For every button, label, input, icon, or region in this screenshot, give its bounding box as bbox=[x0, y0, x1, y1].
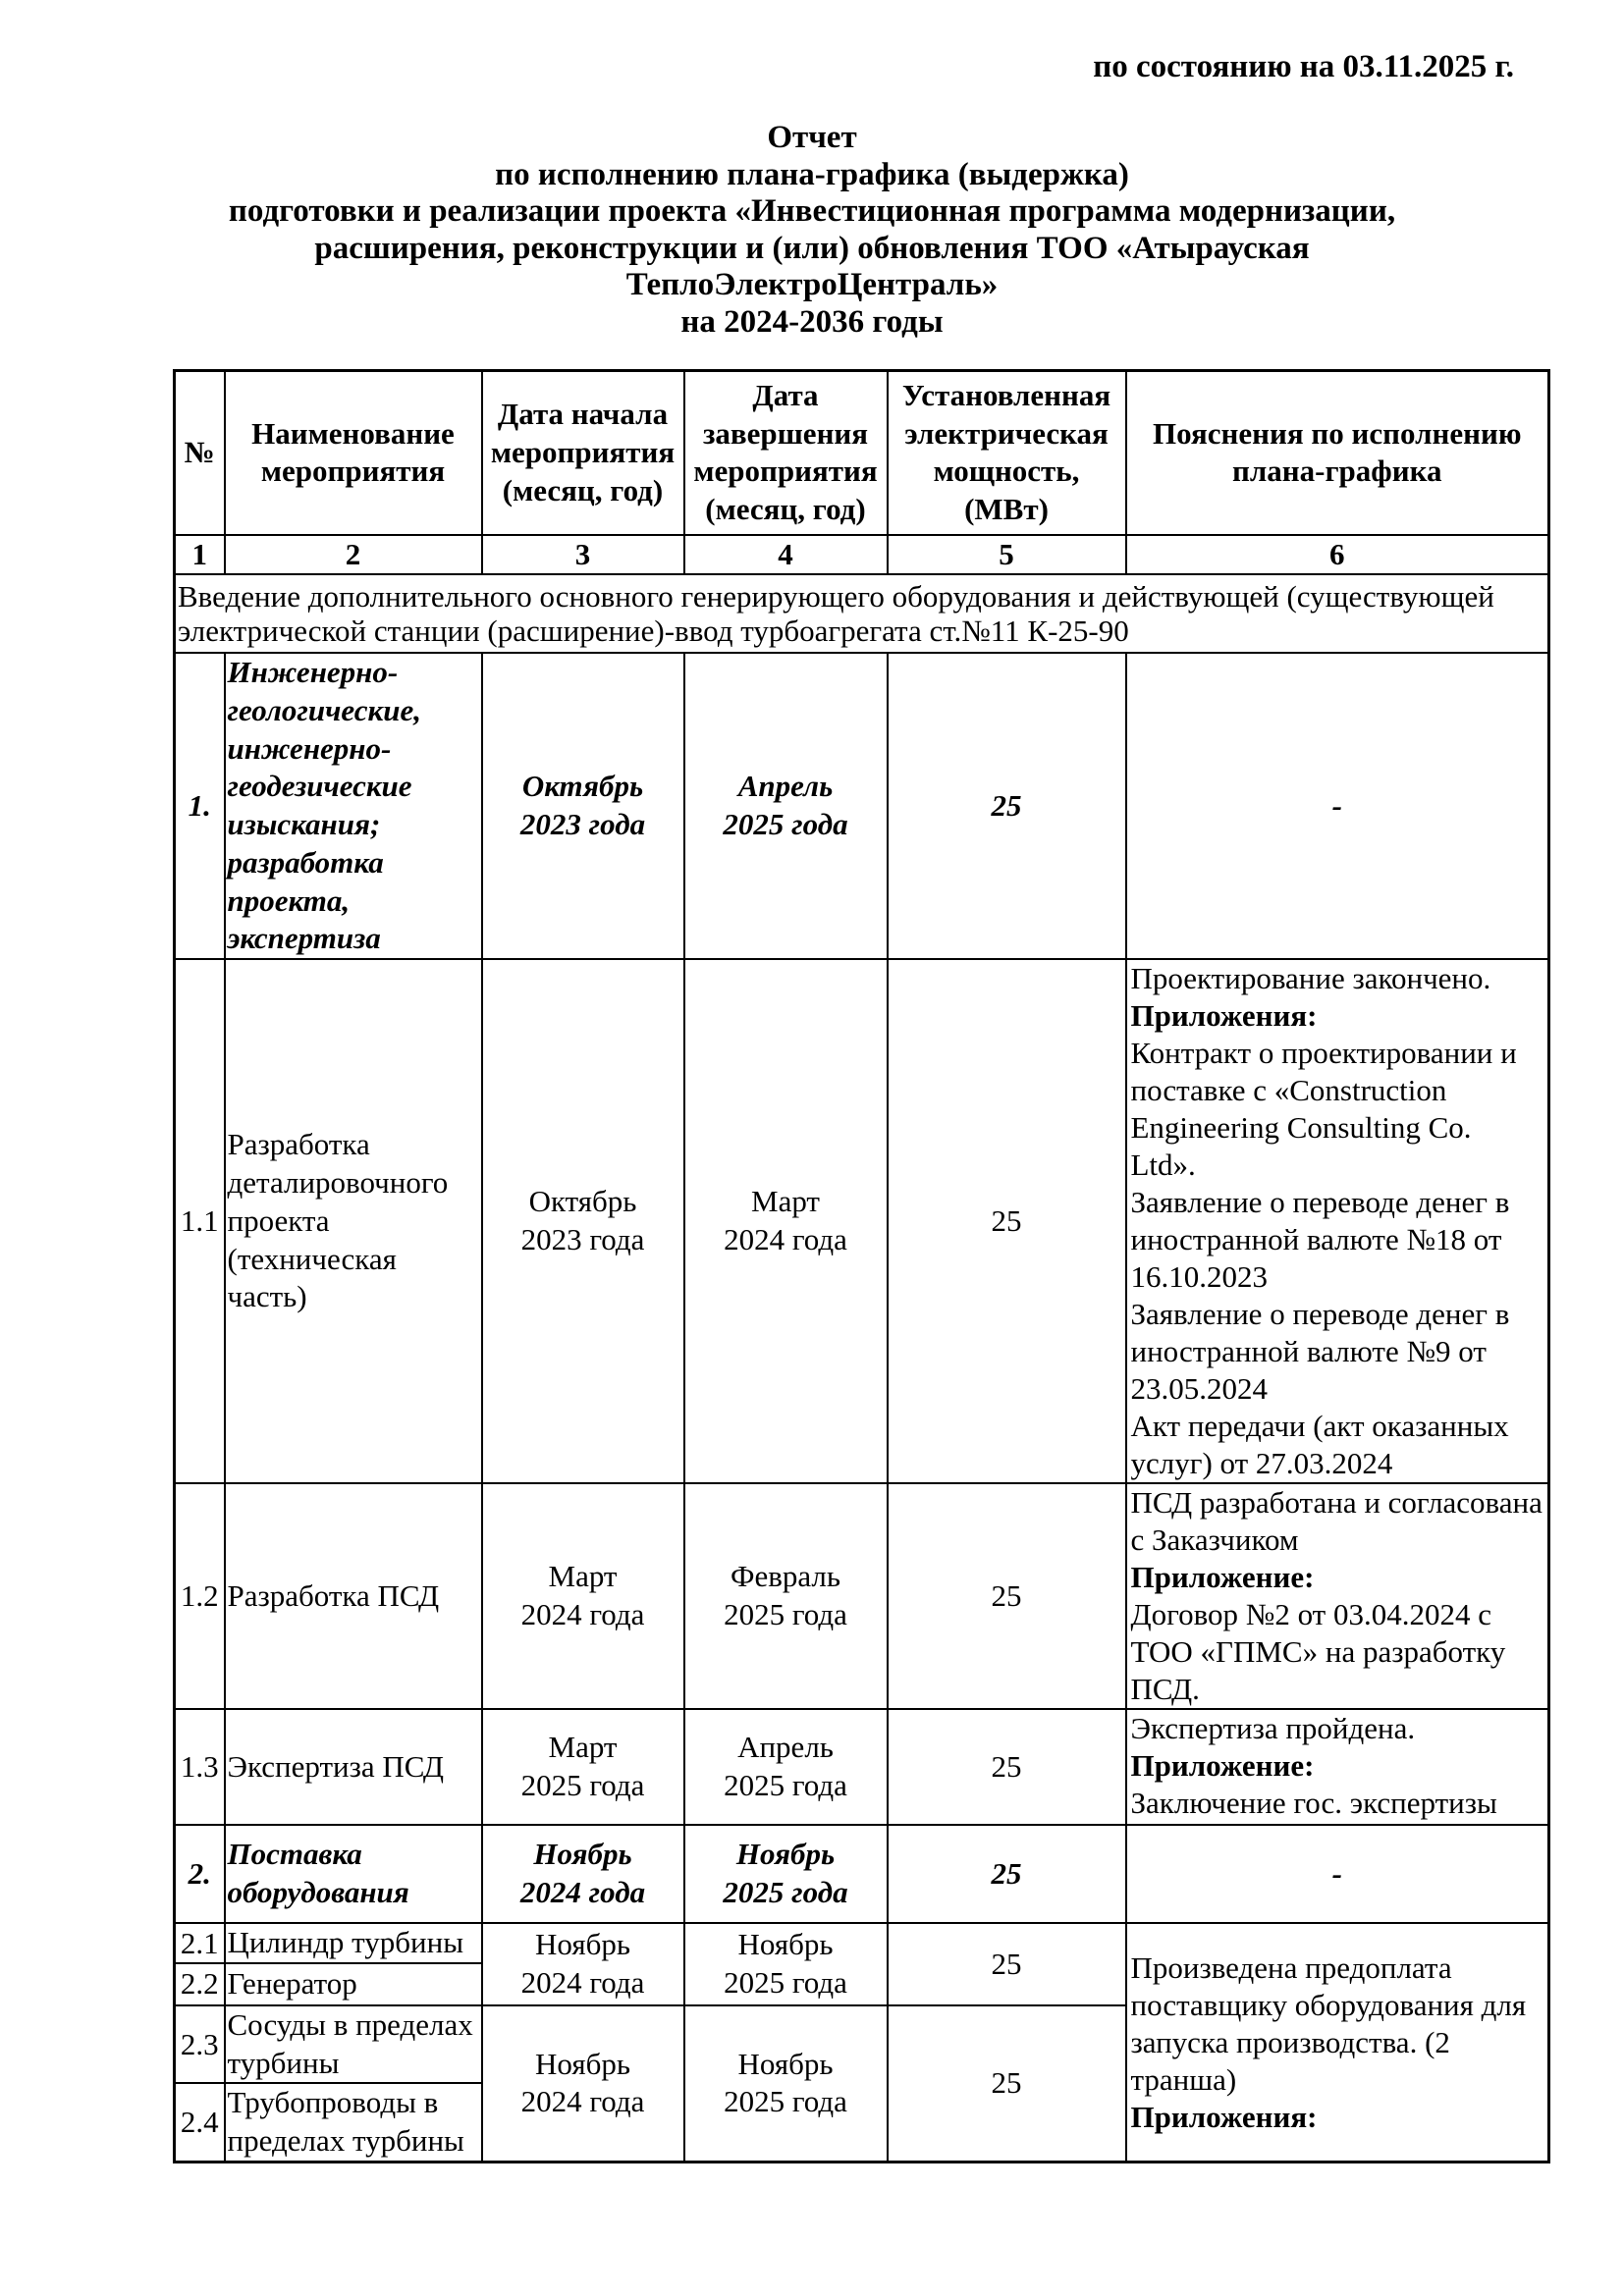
row-1-number: 1. bbox=[175, 653, 225, 959]
report-title-line-4: расширения, реконструкции и (или) обновления ТОО «Атырауская bbox=[314, 230, 1310, 266]
row-1-1-end-date: Март 2024 года bbox=[684, 959, 888, 1483]
report-title bbox=[0, 120, 1624, 342]
status-date: по состоянию на 03.11.2025 г. bbox=[1093, 49, 1514, 84]
row-2-2-activity-name: Генератор bbox=[225, 1963, 482, 2005]
column-header-number: № bbox=[175, 370, 225, 535]
row-2-explanation: - bbox=[1126, 1825, 1549, 1923]
row-1-3-end-date: Апрель 2025 года bbox=[684, 1709, 888, 1825]
row-2-1-2-2-power: 25 bbox=[888, 1923, 1126, 2005]
explanation-line: Произведена предоплата поставщику оборудования для запуска производства. (2 транша) bbox=[1130, 1949, 1527, 2097]
table-row-1 bbox=[175, 653, 1549, 959]
row-1-2-number: 1.2 bbox=[175, 1483, 225, 1709]
explanation-line: Договор №2 от 03.04.2024 с ТОО «ГПМС» на разработку ПСД. bbox=[1130, 1597, 1506, 1707]
row-1-1-activity-name: Разработка деталировочного проекта (техническая часть) bbox=[225, 959, 482, 1483]
column-header-start-date: Дата начала мероприятия (месяц, год) bbox=[482, 370, 684, 535]
row-2-1-2-2-end-date: Ноябрь 2025 года bbox=[684, 1923, 888, 2005]
row-1-3-power: 25 bbox=[888, 1709, 1126, 1825]
row-2-3-2-4-power: 25 bbox=[888, 2005, 1126, 2163]
column-number-4: 4 bbox=[684, 535, 888, 574]
row-1-power: 25 bbox=[888, 653, 1126, 959]
explanation-line: Акт передачи (акт оказанных услуг) от 27.03.2024 bbox=[1130, 1409, 1509, 1481]
row-2-activity-name: Поставка оборудования bbox=[225, 1825, 482, 1923]
row-1-2-activity-name: Разработка ПСД bbox=[225, 1483, 482, 1709]
row-1-1-start-date: Октябрь 2023 года bbox=[482, 959, 684, 1483]
row-1-3-activity-name: Экспертиза ПСД bbox=[225, 1709, 482, 1825]
column-number-6: 6 bbox=[1126, 535, 1549, 574]
row-2-3-number: 2.3 bbox=[175, 2005, 225, 2084]
row-2-3-2-4-start-date: Ноябрь 2024 года bbox=[482, 2005, 684, 2163]
row-1-3-start-date: Март 2025 года bbox=[482, 1709, 684, 1825]
row-2-end-date: Ноябрь 2025 года bbox=[684, 1825, 888, 1923]
column-header-activity-name: Наименование мероприятия bbox=[225, 370, 482, 535]
row-2-start-date: Ноябрь 2024 года bbox=[482, 1825, 684, 1923]
row-2-1-2-2-start-date: Ноябрь 2024 года bbox=[482, 1923, 684, 2005]
row-2-4-activity-name: Трубопроводы в пределах турбины bbox=[225, 2083, 482, 2162]
table-row-1-3 bbox=[175, 1709, 1549, 1825]
row-1-1-number: 1.1 bbox=[175, 959, 225, 1483]
row-1-start-date: Октябрь 2023 года bbox=[482, 653, 684, 959]
section-row bbox=[175, 574, 1549, 653]
rows-2-1-to-2-4-explanation bbox=[1126, 1923, 1549, 2162]
row-2-1-activity-name: Цилиндр турбины bbox=[225, 1923, 482, 1963]
table-row-2 bbox=[175, 1825, 1549, 1923]
explanation-line: Приложение: bbox=[1130, 1560, 1315, 1595]
plan-schedule-table bbox=[173, 369, 1550, 2163]
row-2-3-activity-name: Сосуды в пределах турбины bbox=[225, 2005, 482, 2084]
row-2-number: 2. bbox=[175, 1825, 225, 1923]
column-header-power: Установленная электрическая мощность, (МВт) bbox=[888, 370, 1126, 535]
row-1-activity-name: Инженерно-геологические, инженерно-геодезические изыскания; разработка проекта, экспертиза bbox=[225, 653, 482, 959]
explanation-line: Проектирование закончено. bbox=[1130, 961, 1491, 996]
explanation-line: Приложения: bbox=[1130, 2099, 1318, 2134]
column-number-3: 3 bbox=[482, 535, 684, 574]
explanation-line: Приложение: bbox=[1130, 1748, 1315, 1784]
row-1-explanation: - bbox=[1126, 653, 1549, 959]
column-numbers-row bbox=[175, 535, 1549, 574]
report-title-line-6: на 2024-2036 годы bbox=[680, 303, 944, 340]
row-1-end-date: Апрель 2025 года bbox=[684, 653, 888, 959]
row-2-1-number: 2.1 bbox=[175, 1923, 225, 1963]
column-number-5: 5 bbox=[888, 535, 1126, 574]
row-1-2-start-date: Март 2024 года bbox=[482, 1483, 684, 1709]
table-row-2-1 bbox=[175, 1923, 1549, 1963]
row-1-2-end-date: Февраль 2025 года bbox=[684, 1483, 888, 1709]
explanation-line: Заявление о переводе денег в иностранной валюте №18 от 16.10.2023 bbox=[1130, 1185, 1510, 1295]
explanation-line: Контракт о проектировании и поставке с «Construction Engineering Consulting Co. Ltd». bbox=[1130, 1036, 1517, 1183]
row-2-power: 25 bbox=[888, 1825, 1126, 1923]
row-1-3-explanation bbox=[1126, 1709, 1549, 1825]
explanation-line: Заявление о переводе денег в иностранной валюте №9 от 23.05.2024 bbox=[1130, 1297, 1510, 1407]
row-2-2-number: 2.2 bbox=[175, 1963, 225, 2005]
column-number-1: 1 bbox=[175, 535, 225, 574]
section-row-text: Введение дополнительного основного генерирующего оборудования и действующей (существующей электрической станции (расширение)-ввод турбоагрегата ст.№11 К-25-90 bbox=[175, 574, 1549, 653]
row-1-1-explanation bbox=[1126, 959, 1549, 1483]
explanation-line: Заключение гос. экспертизы bbox=[1130, 1786, 1497, 1821]
row-1-2-explanation bbox=[1126, 1483, 1549, 1709]
report-title-line-3: подготовки и реализации проекта «Инвестиционная программа модернизации, bbox=[228, 193, 1396, 230]
row-1-2-power: 25 bbox=[888, 1483, 1126, 1709]
report-title-line-2: по исполнению плана-графика (выдержка) bbox=[495, 156, 1129, 192]
report-title-line-5: ТеплоЭлектроЦентраль» bbox=[625, 267, 999, 303]
explanation-line: ПСД разработана и согласована с Заказчиком bbox=[1130, 1485, 1543, 1558]
table-row-1-2 bbox=[175, 1483, 1549, 1709]
explanation-line: Экспертиза пройдена. bbox=[1130, 1711, 1416, 1746]
table-row-1-1 bbox=[175, 959, 1549, 1483]
column-number-2: 2 bbox=[225, 535, 482, 574]
table-header-row bbox=[175, 370, 1549, 535]
explanation-line: Приложения: bbox=[1130, 998, 1318, 1034]
column-header-end-date: Дата завершения мероприятия (месяц, год) bbox=[684, 370, 888, 535]
row-2-4-number: 2.4 bbox=[175, 2083, 225, 2162]
row-1-3-number: 1.3 bbox=[175, 1709, 225, 1825]
row-1-1-power: 25 bbox=[888, 959, 1126, 1483]
report-title-line-1: Отчет bbox=[767, 119, 857, 155]
row-2-3-2-4-end-date: Ноябрь 2025 года bbox=[684, 2005, 888, 2163]
column-header-explanations: Пояснения по исполнению плана-графика bbox=[1126, 370, 1549, 535]
